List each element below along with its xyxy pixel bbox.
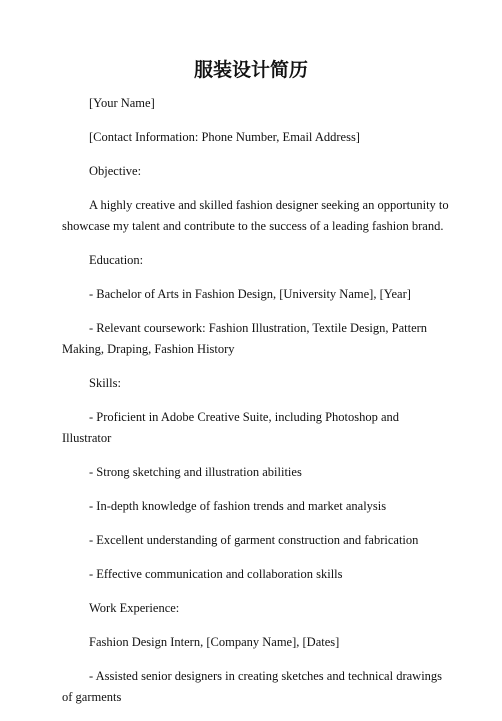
skills-heading: Skills: bbox=[89, 376, 121, 390]
skill-item: - Excellent understanding of garment construction and fabrication bbox=[89, 533, 419, 547]
education-heading: Education: bbox=[89, 253, 144, 267]
document-title: 服装设计简历 bbox=[193, 59, 308, 81]
education-coursework: - Relevant coursework: Fashion Illustration, Textile Design, Pattern Making, Draping, Fashion History bbox=[62, 321, 428, 356]
document-body bbox=[62, 93, 450, 721]
skill-item: - In-depth knowledge of fashion trends and market analysis bbox=[89, 499, 387, 513]
education-degree: - Bachelor of Arts in Fashion Design, [University Name], [Year] bbox=[89, 287, 411, 301]
skill-item: - Effective communication and collaboration skills bbox=[89, 567, 343, 581]
objective-heading: Objective: bbox=[89, 164, 142, 178]
work-position: Fashion Design Intern, [Company Name], [Dates] bbox=[89, 635, 340, 649]
work-duty: - Assisted senior designers in creating sketches and technical drawings of garments bbox=[62, 669, 443, 704]
name-placeholder: [Your Name] bbox=[89, 96, 155, 110]
objective-text: A highly creative and skilled fashion designer seeking an opportunity to showcase my talent and contribute to the success of a leading fashion brand. bbox=[62, 198, 449, 233]
contact-information: [Contact Information: Phone Number, Email Address] bbox=[89, 130, 360, 144]
skill-item: - Strong sketching and illustration abilities bbox=[89, 465, 302, 479]
work-experience-heading: Work Experience: bbox=[89, 601, 180, 615]
skill-item: - Proficient in Adobe Creative Suite, including Photoshop and Illustrator bbox=[62, 410, 400, 445]
